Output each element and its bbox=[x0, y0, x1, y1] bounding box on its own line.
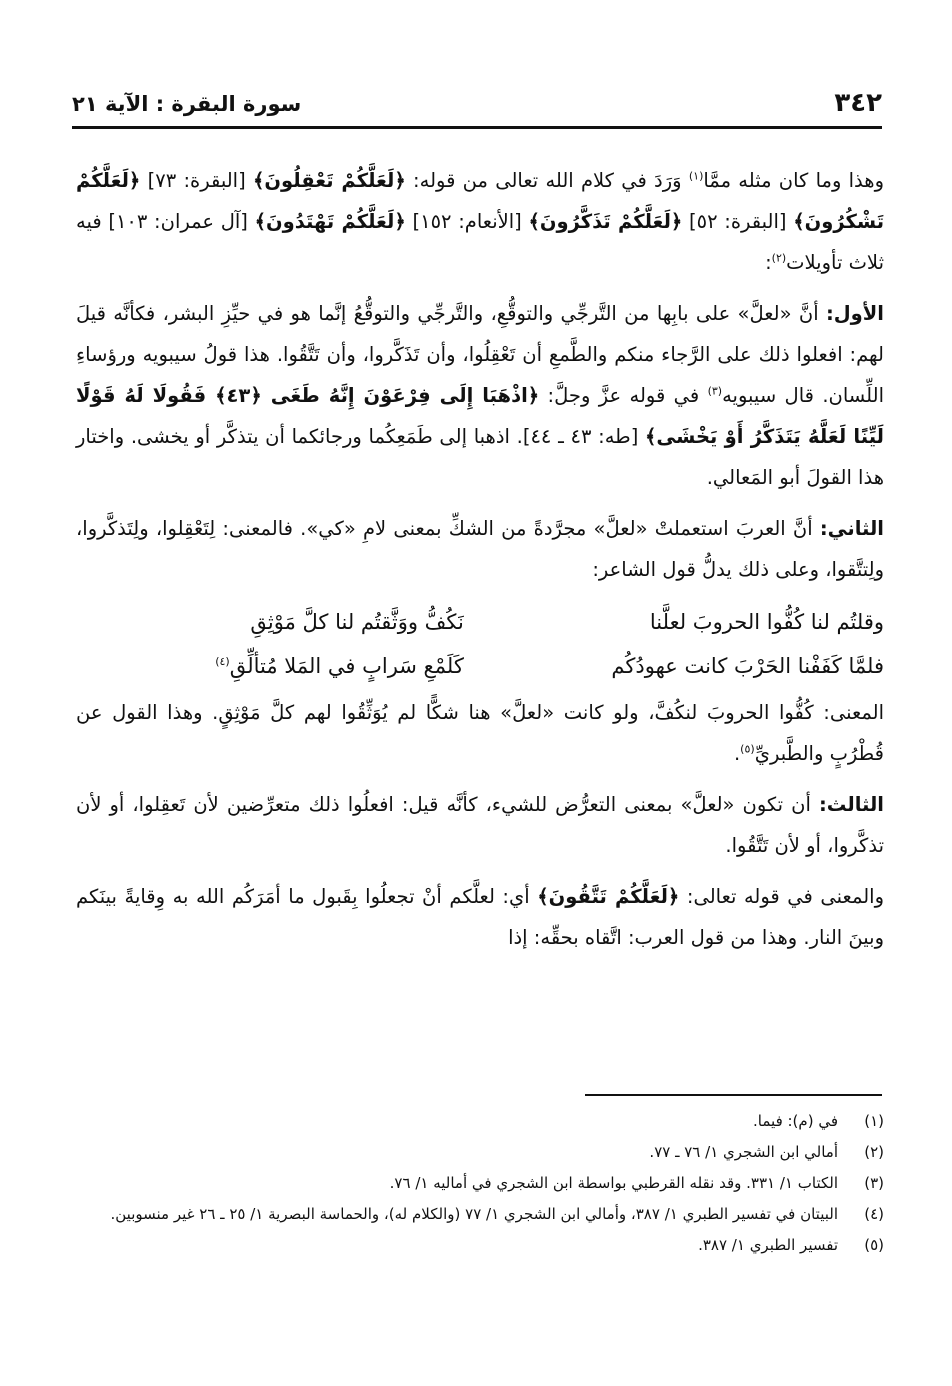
quran-quote: ﴿اذْهَبَا إِلَى فِرْعَوْنَ إِنَّهُ طَغَى ﴿٤٣﴾ فَقُولَا لَهُ قَوْلًا لَيِّنًا لَعَلَّهُ يَتَذَكَّرُ أَوْ يَخْشَى﴾ bbox=[76, 384, 884, 448]
footnote bbox=[76, 1230, 884, 1261]
paragraph-meaning bbox=[76, 692, 884, 774]
footnote-number: (٣) bbox=[864, 1174, 884, 1192]
footnote-ref: (١) bbox=[688, 169, 704, 183]
paragraph-second-interpretation bbox=[76, 508, 884, 590]
running-title: سورة البقرة : الآية ٢١ bbox=[72, 92, 302, 116]
section-lead: الأول: bbox=[825, 302, 884, 325]
footnote-number: (٥) bbox=[864, 1236, 884, 1254]
verse-hemistich bbox=[76, 644, 464, 688]
quran-quote: ﴿لَعَلَّكُمْ تَعْقِلُونَ﴾ bbox=[252, 169, 406, 192]
footnote-ref: (٤) bbox=[215, 655, 230, 668]
footnote-text: أمالي ابن الشجري ١/ ٧٦ ـ ٧٧. bbox=[649, 1143, 838, 1161]
footnote-number: (٤) bbox=[864, 1205, 884, 1223]
quran-quote: ﴿لَعَلَّكُمْ تَهْتَدُونَ﴾ bbox=[254, 210, 406, 233]
citation: [البقرة: ٥٢] bbox=[682, 210, 794, 233]
quran-quote: ﴿لَعَلَّكُمْ تَتَّقُونَ﴾ bbox=[537, 885, 680, 908]
text-segment: [طه: ٤٣ ـ ٤٤]. اذهبا إلى طَمَعِكُما ورجائكما أن يتذكَّر أو يخشى. واختار هذا القولَ أبو المَعالي. bbox=[76, 425, 884, 489]
text-segment: . bbox=[733, 742, 741, 765]
footnote-separator bbox=[585, 1094, 882, 1096]
verse-line bbox=[76, 644, 884, 688]
paragraph-intro bbox=[76, 160, 884, 283]
footnote-text: البيتان في تفسير الطبري ١/ ٣٨٧، وأمالي ابن الشجري ١/ ٧٧ (والكلام له)، والحماسة البصرية ١/ ٢٥ ـ ٢٦ غير منسوبين. bbox=[110, 1205, 838, 1223]
citation: [البقرة: ٧٣] bbox=[140, 169, 253, 192]
verse-hemistich: وقلتُم لنا كُفُّوا الحروبَ لعلَّنا bbox=[649, 610, 884, 634]
page-number: ٣٤٢ bbox=[834, 88, 882, 118]
footnote-ref: (٣) bbox=[707, 384, 723, 398]
section-lead: الثاني: bbox=[819, 517, 884, 540]
verse-text: كَلَمْعِ سَرابٍ في المَلا مُتألِّقِ bbox=[229, 654, 464, 678]
text-segment: أي: لعلَّكم أنْ تجعلُوا بِقَبول ما أمَرَكُم الله به وِقايةً بينَكم وبينَ النار. وهذا من قول العرب: اتَّقاه بحقِّه: إذا bbox=[76, 885, 884, 949]
footnote-ref: (٥) bbox=[740, 742, 755, 756]
section-lead: الثالث: bbox=[818, 793, 884, 816]
text-segment: أن تكون «لعلَّ» بمعنى التعرُّض للشيء، كأنَّه قيل: افعلُوا ذلك متعرِّضين لأن تَعقِلوا، أو لأن تذكَّروا، أو لأن تَتَّقُوا. bbox=[76, 793, 884, 857]
verse-hemistich: فلمَّا كَفَفْنا الحَرْبَ كانت عهودُكُم bbox=[611, 654, 884, 678]
paragraph-closing bbox=[76, 876, 884, 958]
footnote-ref: (٢) bbox=[771, 251, 787, 265]
page-header bbox=[72, 86, 882, 129]
text-segment: والمعنى في قوله تعالى: bbox=[679, 885, 885, 908]
footnote-text: في (م): فيما. bbox=[753, 1112, 838, 1130]
footnote-text: تفسير الطبري ١/ ٣٨٧. bbox=[698, 1236, 838, 1254]
citation: [الأنعام: ١٥٢] bbox=[405, 210, 529, 233]
footnotes bbox=[76, 1106, 884, 1261]
footnote-number: (٢) bbox=[864, 1143, 884, 1161]
footnote bbox=[76, 1137, 884, 1168]
quran-quote: ﴿لَعَلَّكُمْ تَذَكَّرُونَ﴾ bbox=[528, 210, 683, 233]
footnote bbox=[76, 1199, 884, 1230]
paragraph-first-interpretation bbox=[76, 293, 884, 498]
paragraph-third-interpretation bbox=[76, 784, 884, 866]
quran-quote: ﴿لَعَلَّكُمْ تَشْكُرُونَ﴾ bbox=[76, 169, 885, 233]
verse-hemistich: نَكُفُّ ووَثَّقتُم لنا كلَّ مَوْثِقِ bbox=[250, 610, 464, 634]
main-text bbox=[76, 160, 884, 968]
footnote bbox=[76, 1168, 884, 1199]
verse-line bbox=[76, 600, 884, 644]
text-segment: في قوله عزَّ وجلَّ: bbox=[539, 384, 708, 407]
text-segment: وَرَدَ في كلام الله تعالى من قوله: bbox=[405, 169, 689, 192]
text-segment: المعنى: كُفُّوا الحروبَ لنكُفَّ، ولو كانت «لعلَّ» هنا شكًّا لم يُوَثِّقُوا لهم كلَّ مَوْثِقٍ. وهذا القول عن قُطْرُبٍ والطَّبريِّ bbox=[76, 701, 884, 765]
text-segment: أنَّ «لعلَّ» على بابِها من التَّرجِّي والتوقُّعِ، والتَّرجِّي والتوقُّعُ إنَّما هو في حيِّزِ البشر، فكأنَّه قيلَ لهم: افعلوا ذلك على الرَّجاء منكم والطَّمعِ أن تَعْقِلُوا، وأن تَذَكَّروا، وأن تَتَّقُوا. هذا قولُ سيبويه ورؤساءِ اللِّسان. قال سيبويه bbox=[76, 302, 884, 407]
footnote bbox=[76, 1106, 884, 1137]
footnote-text: الكتاب ١/ ٣٣١. وقد نقله القرطبي بواسطة ابن الشجري في أماليه ١/ ٧٦. bbox=[389, 1174, 838, 1192]
text-segment: وهذا وما كان مثله ممَّا bbox=[703, 169, 884, 192]
footnote-number: (١) bbox=[864, 1112, 884, 1130]
text-segment: أنَّ العربَ استعملتْ «لعلَّ» مجرَّدةً من الشكِّ بمعنى لامِ «كي». فالمعنى: لِتَعْقِلوا، ولِتَذكَّروا، ولِتتَّقوا، وعلى ذلك يدلُّ قول الشاعر: bbox=[76, 517, 884, 581]
text-segment: : bbox=[765, 251, 772, 274]
text-segment: [آل عمران: ١٠٣] فيه ثلاث تأويلات bbox=[76, 210, 884, 274]
poetry-verse bbox=[76, 600, 884, 688]
